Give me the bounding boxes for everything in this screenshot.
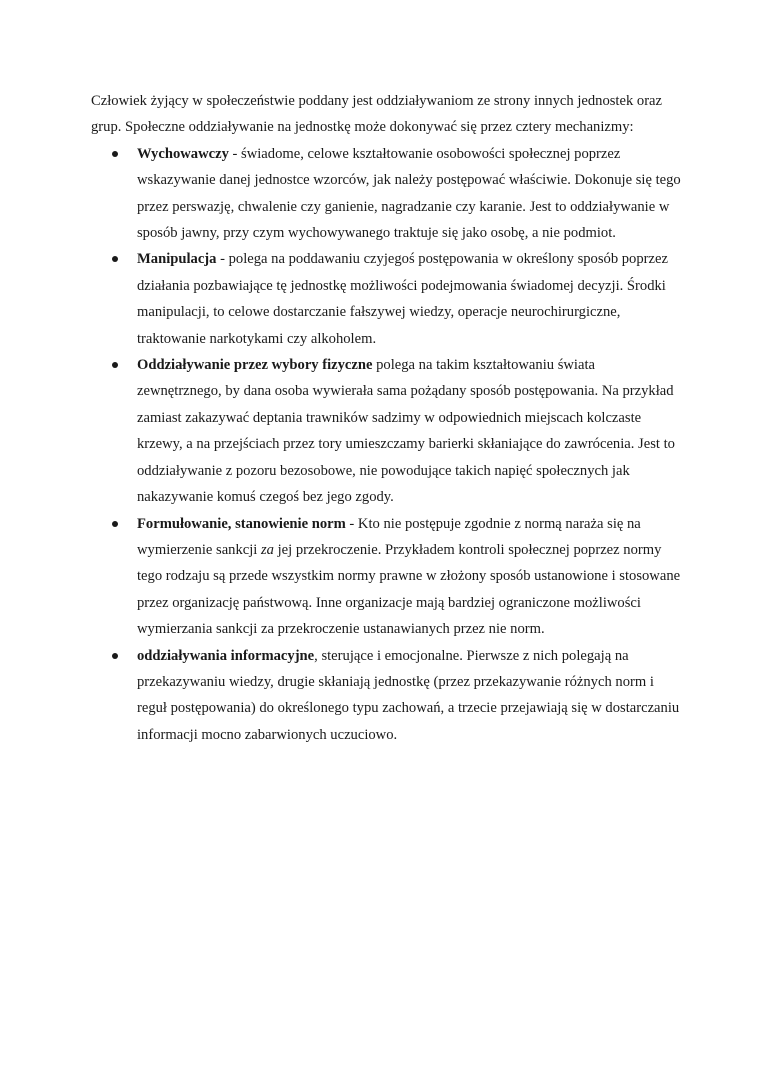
- bullet-icon: [112, 151, 118, 157]
- list-item-normy: [91, 511, 681, 643]
- list-item-term: Manipulacja: [137, 251, 217, 268]
- list-item-wybory-fizyczne: [91, 352, 681, 510]
- bullet-icon: [112, 256, 118, 262]
- list-item-text: polega na takim kształtowaniu świata zewnętrznego, by dana osoba wywierała sama pożądany sposób postępowania. Na przykład zamiast zakazywać deptania trawników sadzimy w odpowiednich miejscach kolczaste krzewy, a na przejściach przez tory umieszczamy barierki skłaniające do zawrócenia. Jest to oddziaływanie z pozoru bezosobowe, nie powodujące takich napięć społecznych jak nakazywanie komuś czegoś bez jego zgody.: [137, 357, 675, 506]
- list-item-term: Formułowanie, stanowienie norm: [137, 515, 346, 532]
- bullet-icon: [112, 653, 118, 659]
- mechanism-list: [91, 141, 681, 748]
- list-item-italic: za: [261, 541, 274, 558]
- document-body: [91, 88, 681, 748]
- bullet-icon: [112, 362, 118, 368]
- list-item-wychowawczy: [91, 141, 681, 247]
- list-item-text: - Kto nie postępuje zgodnie z normą naraża się na wymierzenie sankcji: [137, 515, 641, 558]
- list-item-text: , sterujące i emocjonalne. Pierwsze z nich polegają na przekazywaniu wiedzy, drugie skłaniają jednostkę (przez przekazywanie różnych norm i reguł postępowania) do określonego typu zachowań, a trzecie przejawiają się w dostarczaniu informacji mocno zabarwionych uczuciowo.: [137, 647, 680, 743]
- list-item-text: jej przekroczenie. Przykładem kontroli społecznej poprzez normy tego rodzaju są przede wszystkim normy prawne w złożony sposób ustanowione i stosowane przez organizację państwową. Inne organizacje mają bardziej ograniczone możliwości wymierzania sankcji za przekroczenie ustanawianych przez nie norm.: [137, 541, 681, 638]
- list-item-term: Wychowawczy: [137, 145, 229, 162]
- intro-paragraph: Człowiek żyjący w społeczeństwie poddany jest oddziaływaniom ze strony innych jednostek oraz grup. Społeczne oddziaływanie na jednostkę może dokonywać się przez cztery mechanizmy:: [91, 93, 663, 136]
- list-item-text: - polega na poddawaniu czyjegoś postępowania w określony sposób poprzez działania pozbawiające tę jednostkę możliwości podejmowania świadomej decyzji. Środki manipulacji, to celowe dostarczanie fałszywej wiedzy, operacje neurochirurgiczne, traktowanie narkotykami czy alkoholem.: [137, 251, 668, 347]
- list-item-informacyjne: [91, 643, 681, 749]
- list-item-term: oddziaływania informacyjne: [137, 647, 315, 664]
- bullet-icon: [112, 521, 118, 527]
- list-item-manipulacja: [91, 246, 681, 352]
- list-item-text: - świadome, celowe kształtowanie osobowości społecznej poprzez wskazywanie danej jednostce wzorców, jak należy postępować właściwie. Dokonuje się tego przez perswazję, chwalenie czy ganienie, nagradzanie czy karanie. Jest to oddziaływanie w sposób jawny, przy czym wychowywanego traktuje się jako osobę, a nie podmiot.: [137, 145, 681, 242]
- list-item-term: Oddziaływanie przez wybory fizyczne: [137, 357, 373, 374]
